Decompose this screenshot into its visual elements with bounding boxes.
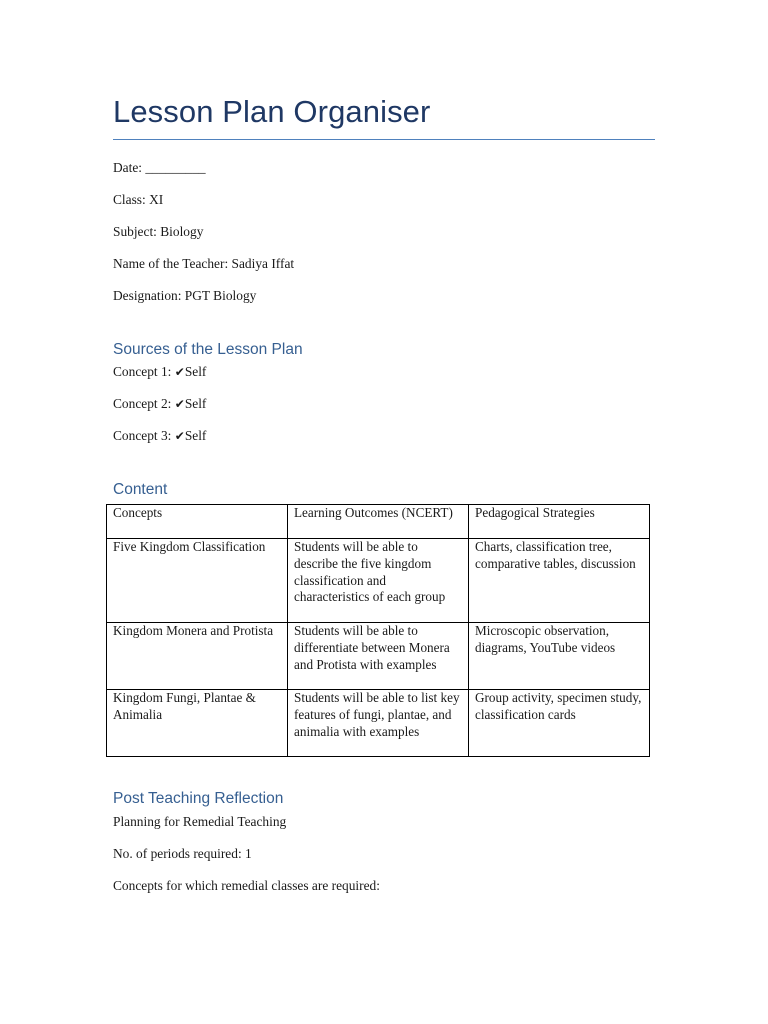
designation-line: Designation: PGT Biology [113,288,257,303]
source-concept-3 [113,428,206,444]
source-concept-value: Self [184,364,207,379]
source-concept-label: Concept 3: [113,428,175,443]
table-cell-concept: Kingdom Fungi, Plantae & Animalia [107,690,288,757]
checkmark-icon: ✔ [174,365,185,379]
table-cell-outcome: Students will be able to differentiate between Monera and Protista with examples [288,623,469,690]
table-header-cell: Concepts [107,505,288,539]
source-concept-value: Self [184,396,207,411]
checkmark-icon: ✔ [174,397,185,411]
table-header-cell: Pedagogical Strategies [469,505,650,539]
source-concept-label: Concept 2: [113,396,175,411]
source-concept-value: Self [184,428,207,443]
table-row [107,690,650,757]
table-row [107,539,650,623]
source-concept-2 [113,396,206,412]
title-underline [113,139,655,140]
table-cell-outcome: Students will be able to list key features of fungi, plantae, and animalia with examples [288,690,469,757]
remedial-planning-line: Planning for Remedial Teaching [113,814,287,829]
table-row [107,623,650,690]
source-concept-label: Concept 1: [113,364,175,379]
teacher-line: Name of the Teacher: Sadiya Iffat [113,256,295,271]
content-table [106,504,650,757]
table-cell-strategy: Charts, classification tree, comparative tables, discussion [469,539,650,623]
sources-heading: Sources of the Lesson Plan [113,341,303,358]
checkmark-icon: ✔ [174,429,185,443]
table-cell-strategy: Group activity, specimen study, classification cards [469,690,650,757]
table-header-cell: Learning Outcomes (NCERT) [288,505,469,539]
table-cell-outcome: Students will be able to describe the five kingdom classification and characteristics of each group [288,539,469,623]
table-cell-concept: Five Kingdom Classification [107,539,288,623]
subject-line: Subject: Biology [113,224,204,239]
page-title: Lesson Plan Organiser [113,94,431,129]
date-line: Date: _________ [113,160,206,175]
table-cell-concept: Kingdom Monera and Protista [107,623,288,690]
remedial-concepts-line: Concepts for which remedial classes are required: [113,878,380,893]
source-concept-1 [113,364,206,380]
periods-line: No. of periods required: 1 [113,846,252,861]
class-line: Class: XI [113,192,164,207]
table-header-row [107,505,650,539]
reflection-heading: Post Teaching Reflection [113,790,284,807]
content-heading: Content [113,481,168,498]
table-cell-strategy: Microscopic observation, diagrams, YouTube videos [469,623,650,690]
